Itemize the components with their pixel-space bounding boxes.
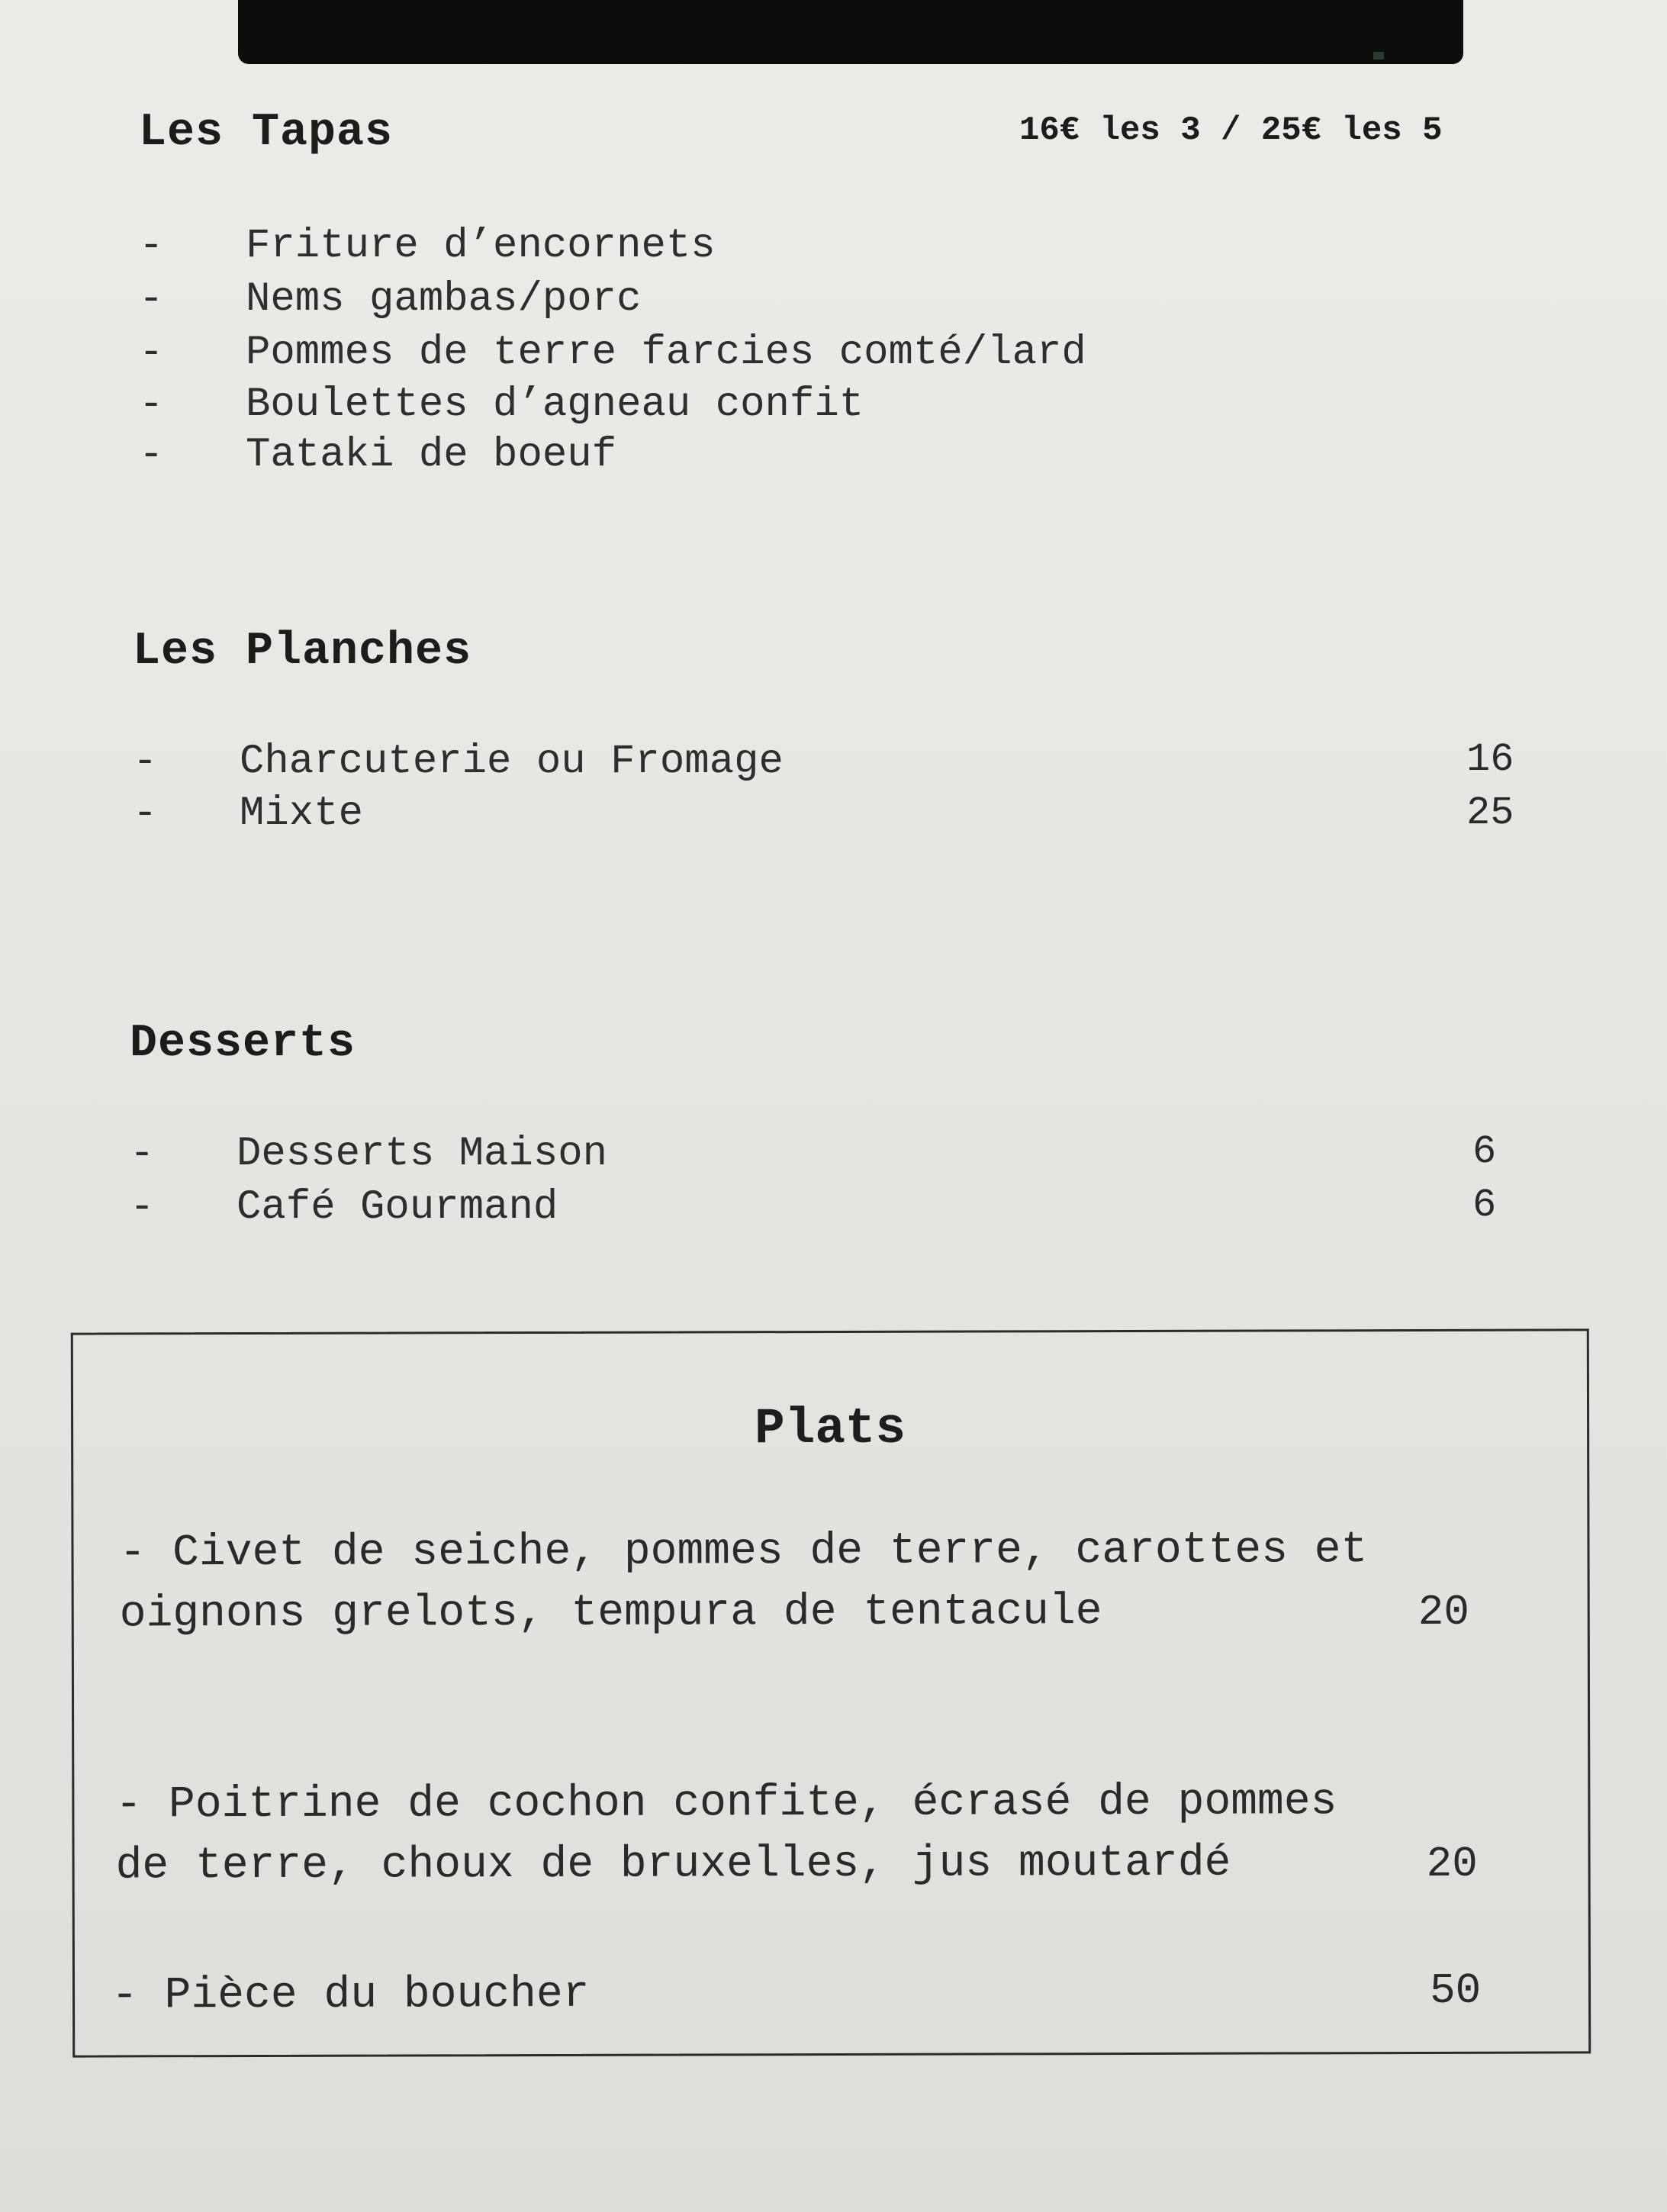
plat-item-line: de terre, choux de bruxelles, jus moutardé [115, 1838, 1231, 1892]
item-dash: - [139, 276, 164, 323]
desserts-item-price: 6 [1472, 1183, 1497, 1228]
item-dash: - [130, 1131, 155, 1177]
plat-item-line: - Pièce du boucher [111, 1969, 590, 2021]
tapas-item-name: Friture d’encornets [246, 223, 716, 269]
plat-item-line: - Poitrine de cochon confite, écrasé de pommes [115, 1777, 1337, 1830]
planches-item-price: 16 [1466, 737, 1514, 782]
item-dash: - [133, 790, 158, 837]
tapas-item-name: Nems gambas/porc [246, 276, 642, 323]
item-dash: - [133, 739, 158, 785]
plat-item-line: - Civet de seiche, pommes de terre, carottes et [119, 1525, 1368, 1579]
tapas-price-note: 16€ les 3 / 25€ les 5 [1019, 111, 1443, 150]
planches-title: Les Planches [133, 626, 472, 678]
tapas-item-name: Tataki de boeuf [246, 432, 617, 478]
item-dash: - [130, 1184, 155, 1231]
plats-box [71, 1328, 1591, 2057]
desserts-item-name: Café Gourmand [237, 1184, 558, 1231]
planches-item-price: 25 [1466, 790, 1514, 836]
item-dash: - [139, 382, 164, 428]
tapas-item-name: Boulettes d’agneau confit [246, 382, 864, 428]
item-dash: - [139, 432, 164, 478]
clipboard-clip [238, 0, 1463, 64]
plat-item-line: oignons grelots, tempura de tentacule [119, 1587, 1102, 1640]
clip-mark [1373, 52, 1384, 60]
tapas-item-name: Pommes de terre farcies comté/lard [246, 330, 1086, 376]
desserts-item-name: Desserts Maison [237, 1131, 608, 1177]
item-dash: - [139, 223, 164, 269]
planches-item-name: Charcuterie ou Fromage [240, 739, 784, 785]
planches-item-name: Mixte [240, 790, 364, 837]
plats-title: Plats [754, 1399, 906, 1458]
plat-item-price: 20 [1418, 1587, 1470, 1637]
tapas-title: Les Tapas [139, 107, 394, 159]
desserts-title: Desserts [130, 1018, 356, 1070]
plat-item-price: 50 [1429, 1966, 1482, 2015]
item-dash: - [139, 330, 164, 376]
desserts-item-price: 6 [1472, 1129, 1497, 1174]
plat-item-price: 20 [1426, 1839, 1478, 1888]
